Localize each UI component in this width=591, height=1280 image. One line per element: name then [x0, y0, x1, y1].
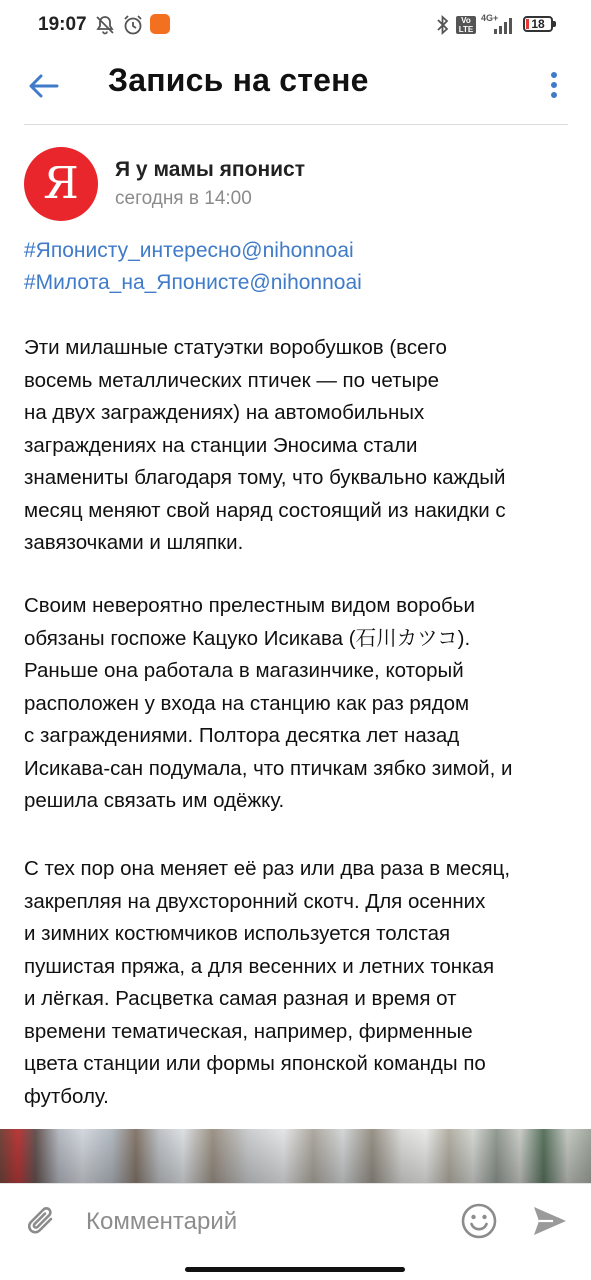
arrow-left-icon[interactable] [26, 68, 62, 104]
author-name[interactable]: Я у мамы японист [115, 158, 306, 181]
text-line: решила связать им одёжку. [24, 789, 285, 812]
network-type: 4G+ [481, 13, 499, 23]
volte-icon: Vo LTE [456, 16, 476, 34]
paperclip-icon[interactable] [24, 1203, 60, 1239]
status-bar [0, 0, 591, 52]
muted-notifications-icon [94, 14, 116, 36]
text-line: обязаны госпоже Кацуко Исикава (石川カツコ). [24, 626, 471, 650]
text-line: времени тематическая, например, фирменные [24, 1019, 473, 1043]
page-title: Запись на стене [108, 62, 369, 98]
post-photo[interactable] [0, 1129, 591, 1183]
text-line: закрепляя на двухсторонний скотч. Для осенних [24, 889, 486, 913]
text-line: завязочками и шляпки. [24, 531, 244, 554]
bluetooth-icon [434, 14, 452, 36]
text-line: цвета станции или формы японской команды по [24, 1052, 486, 1075]
home-indicator[interactable] [185, 1267, 405, 1272]
battery-icon [523, 16, 553, 32]
text-line: с заграждениями. Полтора десятка лет назад [24, 724, 460, 747]
text-line: Своим невероятно прелестным видом воробьи [24, 594, 475, 617]
text-line: и лёгкая. Расцветка самая разная и время от [24, 987, 457, 1010]
hashtag-link[interactable]: #Японисту_интересно@nihonnoai [24, 239, 354, 262]
signal-icon [493, 17, 515, 35]
text-line: Исикава-сан подумала, что птичкам зябко зимой, и [24, 756, 513, 780]
text-line: Раньше она работала в магазинчике, который [24, 659, 464, 682]
post-paragraph [24, 590, 572, 818]
text-line: месяц меняют свой наряд состоящий из накидки с [24, 498, 506, 522]
post-paragraph [24, 332, 572, 560]
comment-input[interactable] [86, 1202, 436, 1242]
photo-shading [0, 1129, 591, 1183]
more-vertical-icon[interactable] [543, 66, 565, 106]
text-line: знамениты благодаря тому, что буквально каждый [24, 466, 506, 489]
hashtag-link[interactable]: #Милота_на_Японисте@nihonnoai [24, 271, 362, 294]
top-app-bar [0, 52, 591, 124]
text-line: заграждениях на станции Эносима стали [24, 433, 418, 457]
text-line: футболу. [24, 1084, 109, 1108]
avatar[interactable]: Я [24, 147, 98, 221]
text-line: и зимних костюмчиков используется толстая [24, 922, 451, 945]
text-line: пушистая пряжа, а для весенних и летних тонкая [24, 954, 495, 978]
text-line: расположен у входа на станцию как раз рядом [24, 691, 470, 715]
text-line: Эти милашные статуэтки воробушков (всего [24, 336, 447, 359]
post-paragraph [24, 853, 572, 1113]
send-icon[interactable] [532, 1204, 568, 1238]
text-line: восемь металлических птичек — по четыре [24, 368, 440, 392]
comment-bar [0, 1183, 591, 1259]
text-line: С тех пор она меняет её раз или два раза в месяц, [24, 857, 511, 880]
status-time: 19:07 [38, 14, 87, 35]
app-notification-icon [150, 14, 170, 34]
battery-level: 18 [531, 17, 545, 31]
text-line: на двух заграждениях) на автомобильных [24, 401, 425, 424]
header-divider [24, 124, 568, 125]
smile-icon[interactable] [460, 1202, 498, 1240]
post-timestamp: сегодня в 14:00 [115, 188, 252, 209]
alarm-icon [122, 14, 144, 36]
